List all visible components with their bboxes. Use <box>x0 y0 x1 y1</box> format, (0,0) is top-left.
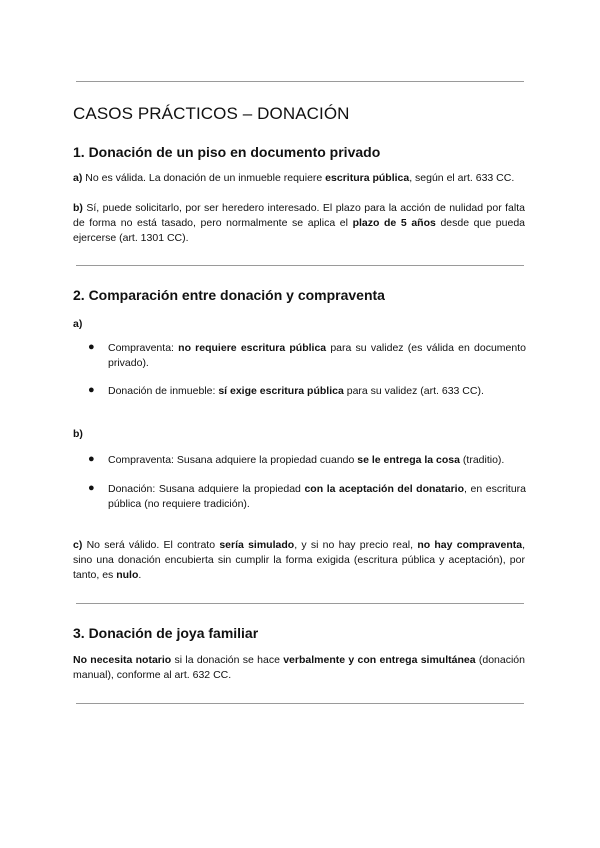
bullet-icon: ● <box>88 482 95 494</box>
section-1-answer-a <box>73 171 525 186</box>
answer-b-text-end: desde que pueda ejercerse (art. 1301 CC). <box>73 217 525 244</box>
answer-b-text: Sí, puede solicitarlo, por ser heredero interesado. El plazo para la acción de nulidad por falta de forma no está tasado, pero normalmente se aplica el <box>73 202 525 229</box>
section-1-heading: 1. Donación de un piso en documento privado <box>73 144 381 160</box>
answer-c-label: c) <box>73 539 83 551</box>
bullet-icon: ● <box>88 453 95 465</box>
section-2-heading: 2. Comparación entre donación y compraventa <box>73 287 385 303</box>
section-3-heading: 3. Donación de joya familiar <box>73 625 259 641</box>
list-item: Donación de inmueble: sí exige escritura pública para su validez (art. 633 CC). <box>108 385 484 397</box>
page-title: CASOS PRÁCTICOS – DONACIÓN <box>73 104 350 123</box>
horizontal-rule <box>76 703 524 704</box>
answer-a-bold: escritura pública <box>325 172 410 184</box>
bullet-icon: ● <box>88 341 95 353</box>
answer-b-label: b) <box>73 202 83 214</box>
section-3-answer: No necesita notario si la donación se hace verbalmente y con entrega simultánea (donación manual), conforme al art. 632 CC. <box>73 654 525 681</box>
list-item: Compraventa: Susana adquiere la propiedad cuando se le entrega la cosa (traditio). <box>108 454 505 466</box>
section-2-a-label: a) <box>73 318 83 330</box>
answer-a-label: a) <box>73 172 83 184</box>
answer-a-text: No es válida. La donación de un inmueble requiere <box>82 172 326 184</box>
section-2-answer-c: c) No será válido. El contrato sería simulado, y si no hay precio real, no hay compraventa, sino una donación encubierta sin cumplir la forma exigida (escritura pública y aceptación), por tanto, es nulo. <box>73 539 526 581</box>
list-item: Compraventa: no requiere escritura pública para su validez (es válida en documento privado). <box>108 342 526 369</box>
section-2-b-label: b) <box>73 428 83 440</box>
answer-a-text-end: , según el art. 633 CC. <box>409 172 515 184</box>
answer-b-bold: plazo de 5 años <box>352 217 436 229</box>
horizontal-rule <box>76 603 524 604</box>
section-1-answer-b <box>73 201 525 246</box>
bullet-icon: ● <box>88 384 95 396</box>
horizontal-rule <box>76 81 524 82</box>
horizontal-rule <box>76 265 524 266</box>
list-item: Donación: Susana adquiere la propiedad con la aceptación del donatario, en escritura pública (no requiere tradición). <box>108 483 527 510</box>
